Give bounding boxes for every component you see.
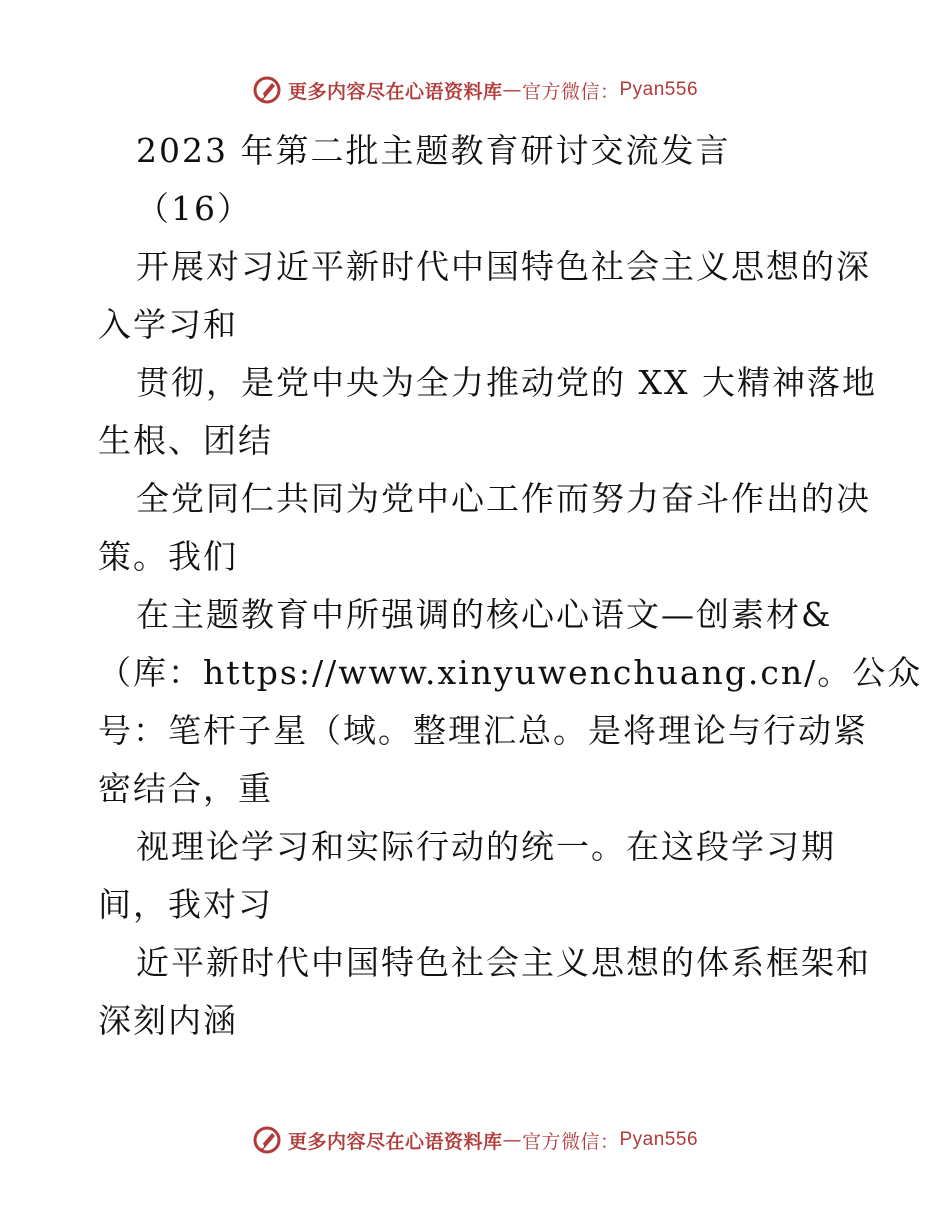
text-line: 入学习和 [98,305,238,344]
document-body [98,122,923,1050]
watermark-separator: — [502,1129,522,1151]
text-line: 号：笔杆子星（域。整理汇总。是将理论与行动紧 [98,711,868,750]
watermark-label: 官方微信： [521,80,620,103]
pen-logo-icon [252,75,282,105]
text-line: 密结合，重 [98,769,273,808]
text-line: 生根、团结 [98,421,273,460]
watermark-separator: — [502,79,522,101]
watermark-footer [0,1120,950,1160]
text-line: 贯彻，是党中央为全力推动党的 XX 大精神落地 [136,363,877,402]
text-line: 近平新时代中国特色社会主义思想的体系框架和 [136,943,871,982]
text-line: （库：https://www.xinyuwenchuang.cn/。公众 [98,653,923,692]
text-line: 全党同仁共同为党中心工作而努力奋斗作出的决 [136,479,871,518]
watermark-label: 官方微信： [521,1130,620,1153]
text-line: 视理论学习和实际行动的统一。在这段学习期 [136,827,836,866]
watermark-brand: 更多内容尽在心语资料库 [287,80,503,103]
pen-logo-icon [252,1125,282,1155]
watermark-brand: 更多内容尽在心语资料库 [287,1130,503,1153]
watermark-code: Pyan556 [619,79,699,100]
text-line: 开展对习近平新时代中国特色社会主义思想的深 [136,247,871,286]
text-line: 间，我对习 [98,885,273,924]
text-line: 深刻内涵 [98,1001,238,1040]
watermark-code: Pyan556 [619,1129,699,1150]
text-line: （16） [136,189,252,228]
text-line: 策。我们 [98,537,238,576]
watermark-header [0,70,950,110]
document-title: 2023 年第二批主题教育研讨交流发言 [136,131,731,170]
text-line: 在主题教育中所强调的核心心语文—创素材& [136,595,833,634]
